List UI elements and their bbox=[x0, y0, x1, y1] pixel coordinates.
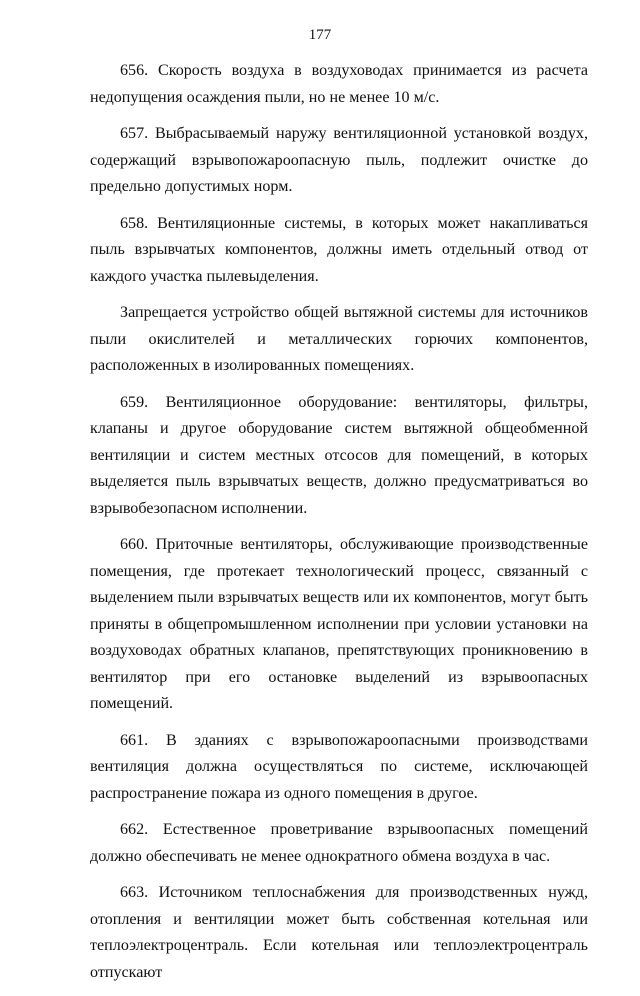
paragraph-662: 662. Естественное проветривание взрывоопасных помещений должно обеспечивать не менее однократного обмена воздуха в час. bbox=[90, 821, 588, 865]
paragraph-658: 658. Вентиляционные системы, в которых может накапливаться пыль взрывчатых компонентов, должны иметь отдельный отвод от каждого участка пылевыделения. bbox=[90, 214, 588, 285]
paragraph-657: 657. Выбрасываемый наружу вентиляционной установкой воздух, содержащий взрывопожароопасную пыль, подлежит очистке до предельно допустимых норм. bbox=[90, 125, 588, 195]
document-body bbox=[90, 58, 588, 996]
paragraph-658-prohibition: Запрещается устройство общей вытяжной системы для источников пыли окислителей и металлических горючих компонентов, расположенных в изолированных помещениях. bbox=[90, 304, 588, 374]
paragraph-660: 660. Приточные вентиляторы, обслуживающие производственные помещения, где протекает технологический процесс, связанный с выделением пыли взрывчатых веществ или их компонентов, могут быть приняты в общепромышленном исполнении при условии установки на воздуховодах обратных клапанов, препятствующих проникновению в вентилятор при его остановке выделений из взрывоопасных помещений. bbox=[90, 536, 588, 712]
paragraph-656: 656. Скорость воздуха в воздуховодах принимается из расчета недопущения осаждения пыли, но не менее 10 м/с. bbox=[90, 62, 588, 106]
page-number: 177 bbox=[308, 27, 332, 43]
paragraph-663: 663. Источником теплоснабжения для производственных нужд, отопления и вентиляции может быть собственная котельная или теплоэлектроцентраль. Если котельная или теплоэлектроцентраль отпускают bbox=[90, 884, 588, 981]
paragraph-661: 661. В зданиях с взрывопожароопасными производствами вентиляция должна осуществляться по системе, исключающей распространение пожара из одного помещения в другое. bbox=[90, 731, 588, 802]
paragraph-659: 659. Вентиляционное оборудование: вентиляторы, фильтры, клапаны и другое оборудование систем вытяжной общеобменной вентиляции и систем местных отсосов для помещений, в которых выделяется пыль взрывчатых веществ, должно предусматриваться во взрывобезопасном исполнении. bbox=[90, 393, 588, 517]
